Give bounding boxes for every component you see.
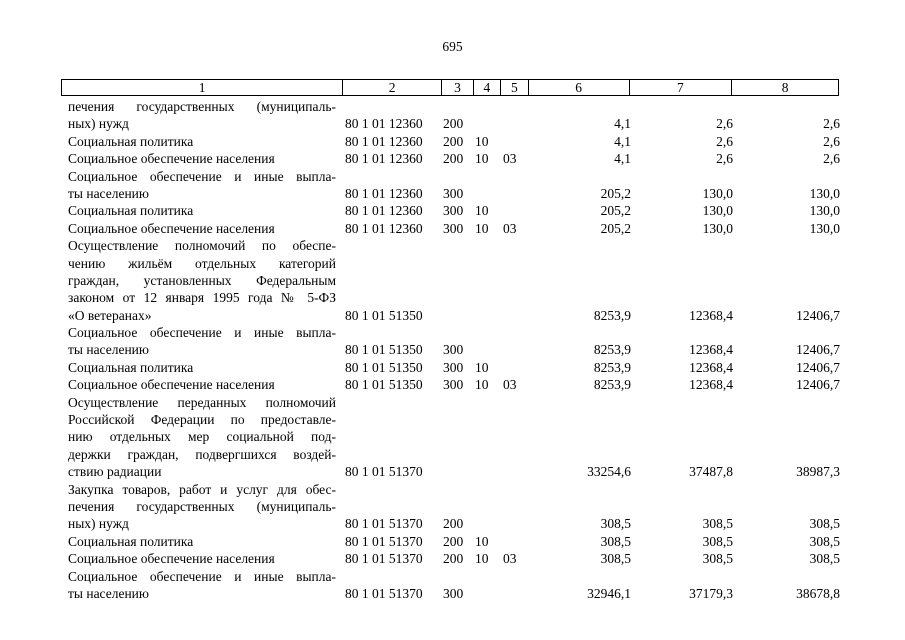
row-value-6: 205,2	[600, 203, 631, 219]
header-col-2: 2	[343, 80, 442, 95]
row-code: 80 1 01 51350	[345, 307, 423, 323]
table-row	[0, 255, 905, 272]
table-row	[0, 481, 905, 498]
table-row	[0, 220, 905, 237]
row-type: 300	[443, 185, 464, 201]
row-value-6: 4,1	[614, 151, 631, 167]
row-label: Социальное обеспечение населения	[68, 220, 275, 236]
row-label: Социальное обеспечение и иные выпла-	[68, 168, 336, 184]
row-value-8: 12406,7	[796, 342, 840, 358]
row-value-6: 205,2	[600, 220, 631, 236]
row-type: 300	[443, 203, 464, 219]
table-row	[0, 289, 905, 306]
row-value-8: 130,0	[809, 220, 840, 236]
row-value-7: 308,5	[702, 533, 733, 549]
row-label: Социальная политика	[68, 359, 194, 375]
row-section: 10	[475, 203, 489, 219]
row-section: 10	[475, 377, 489, 393]
row-label: Осуществление полномочий по обеспе-	[68, 238, 336, 254]
row-section: 10	[475, 151, 489, 167]
row-label: Российской Федерации по предоставле-	[68, 412, 336, 428]
row-value-7: 12368,4	[689, 307, 733, 323]
table-row	[0, 168, 905, 185]
row-value-7: 130,0	[702, 203, 733, 219]
row-subsection: 03	[503, 551, 517, 567]
table-row	[0, 341, 905, 358]
row-label: чению жильём отдельных категорий	[68, 255, 336, 271]
page-number: 695	[442, 39, 463, 54]
row-code: 80 1 01 12360	[345, 133, 423, 149]
row-value-7: 37179,3	[689, 585, 733, 601]
row-value-8: 130,0	[809, 185, 840, 201]
row-label: «О ветеранах»	[68, 307, 152, 323]
row-code: 80 1 01 51370	[345, 516, 423, 532]
header-col-7: 7	[630, 80, 733, 95]
row-value-6: 308,5	[600, 533, 631, 549]
row-section: 10	[475, 133, 489, 149]
row-label: ты населению	[68, 185, 149, 201]
table-row	[0, 568, 905, 585]
row-type: 200	[443, 116, 464, 132]
row-code: 80 1 01 51370	[345, 551, 423, 567]
table-row	[0, 446, 905, 463]
row-label: Социальное обеспечение населения	[68, 551, 275, 567]
row-label: Закупка товаров, работ и услуг для обес-	[68, 481, 336, 497]
header-col-6: 6	[529, 80, 630, 95]
row-value-8: 38987,3	[796, 464, 840, 480]
row-value-8: 12406,7	[796, 377, 840, 393]
row-subsection: 03	[503, 377, 517, 393]
row-value-6: 8253,9	[593, 307, 631, 323]
row-value-8: 308,5	[809, 533, 840, 549]
row-type: 200	[443, 151, 464, 167]
row-label: законом от 12 января 1995 года № 5-ФЗ	[68, 290, 336, 306]
row-label: Социальное обеспечение населения	[68, 151, 275, 167]
row-value-8: 12406,7	[796, 307, 840, 323]
table-row	[0, 359, 905, 376]
row-type: 300	[443, 377, 464, 393]
table-row	[0, 411, 905, 428]
table-row	[0, 185, 905, 202]
row-label: Социальное обеспечение и иные выпла-	[68, 325, 336, 341]
row-label: Социальная политика	[68, 203, 194, 219]
row-value-7: 37487,8	[689, 464, 733, 480]
header-col-8: 8	[781, 80, 789, 95]
table-row	[0, 150, 905, 167]
row-value-6: 8253,9	[593, 359, 631, 375]
row-value-7: 308,5	[702, 516, 733, 532]
row-code: 80 1 01 51370	[345, 585, 423, 601]
row-label: печения государственных (муниципаль-	[68, 498, 336, 514]
row-subsection: 03	[503, 220, 517, 236]
row-value-6: 8253,9	[593, 377, 631, 393]
row-code: 80 1 01 12360	[345, 203, 423, 219]
row-type: 200	[443, 133, 464, 149]
table-row	[0, 98, 905, 115]
header-col-3: 3	[442, 80, 474, 95]
row-label: ты населению	[68, 342, 149, 358]
row-label: Социальная политика	[68, 133, 194, 149]
row-value-7: 130,0	[702, 220, 733, 236]
table-row	[0, 394, 905, 411]
row-value-8: 2,6	[823, 116, 840, 132]
row-value-7: 2,6	[716, 116, 733, 132]
row-value-8: 2,6	[823, 151, 840, 167]
row-type: 300	[443, 342, 464, 358]
row-value-6: 308,5	[600, 551, 631, 567]
row-type: 300	[443, 220, 464, 236]
header-col-4: 4	[474, 80, 501, 95]
table-row	[0, 550, 905, 567]
table-row	[0, 533, 905, 550]
table-row	[0, 272, 905, 289]
table-row	[0, 585, 905, 602]
row-section: 10	[475, 533, 489, 549]
table-row	[0, 515, 905, 532]
row-label: держки граждан, подвергшихся воздей-	[68, 446, 336, 462]
row-value-7: 12368,4	[689, 359, 733, 375]
row-value-8: 308,5	[809, 551, 840, 567]
table-row	[0, 307, 905, 324]
row-code: 80 1 01 51370	[345, 533, 423, 549]
row-section: 10	[475, 220, 489, 236]
row-code: 80 1 01 51350	[345, 359, 423, 375]
row-type: 300	[443, 359, 464, 375]
row-code: 80 1 01 12360	[345, 151, 423, 167]
row-value-7: 2,6	[716, 151, 733, 167]
row-label: ных) нужд	[68, 516, 129, 532]
header-col-1: 1	[62, 80, 343, 95]
row-value-7: 130,0	[702, 185, 733, 201]
row-label: граждан, установленных Федеральным	[68, 272, 336, 288]
row-value-6: 32946,1	[587, 585, 631, 601]
table-row	[0, 324, 905, 341]
row-value-6: 205,2	[600, 185, 631, 201]
table-row	[0, 376, 905, 393]
row-label: Социальная политика	[68, 533, 194, 549]
table-row	[0, 133, 905, 150]
table-row	[0, 115, 905, 132]
row-value-7: 12368,4	[689, 342, 733, 358]
row-value-7: 308,5	[702, 551, 733, 567]
row-label: печения государственных (муниципаль-	[68, 99, 336, 114]
row-value-6: 33254,6	[587, 464, 631, 480]
row-code: 80 1 01 12360	[345, 116, 423, 132]
row-type: 200	[443, 533, 464, 549]
table-row	[0, 428, 905, 445]
row-value-7: 12368,4	[689, 377, 733, 393]
row-label: ствию радиации	[68, 464, 162, 480]
row-value-6: 8253,9	[593, 342, 631, 358]
row-label: Социальное обеспечение населения	[68, 377, 275, 393]
row-value-8: 2,6	[823, 133, 840, 149]
table-body	[0, 98, 905, 602]
row-label: Социальное обеспечение и иные выпла-	[68, 568, 336, 584]
row-value-8: 38678,8	[796, 585, 840, 601]
row-type: 200	[443, 551, 464, 567]
row-section: 10	[475, 551, 489, 567]
row-code: 80 1 01 51370	[345, 464, 423, 480]
row-value-6: 4,1	[614, 116, 631, 132]
row-type: 300	[443, 585, 464, 601]
row-value-7: 2,6	[716, 133, 733, 149]
row-code: 80 1 01 51350	[345, 342, 423, 358]
row-label: Осуществление переданных полномочий	[68, 394, 336, 410]
row-code: 80 1 01 51350	[345, 377, 423, 393]
row-code: 80 1 01 12360	[345, 185, 423, 201]
table-row	[0, 237, 905, 254]
row-code: 80 1 01 12360	[345, 220, 423, 236]
row-value-8: 130,0	[809, 203, 840, 219]
row-subsection: 03	[503, 151, 517, 167]
row-label: нию отдельных мер социальной под-	[68, 429, 336, 445]
table-header	[61, 79, 839, 96]
row-label: ты населению	[68, 585, 149, 601]
row-value-8: 308,5	[809, 516, 840, 532]
row-label: ных) нужд	[68, 116, 129, 132]
row-type: 200	[443, 516, 464, 532]
table-row	[0, 498, 905, 515]
header-col-5: 5	[501, 80, 529, 95]
row-section: 10	[475, 359, 489, 375]
row-value-6: 308,5	[600, 516, 631, 532]
table-row	[0, 202, 905, 219]
table-row	[0, 463, 905, 480]
row-value-8: 12406,7	[796, 359, 840, 375]
row-value-6: 4,1	[614, 133, 631, 149]
